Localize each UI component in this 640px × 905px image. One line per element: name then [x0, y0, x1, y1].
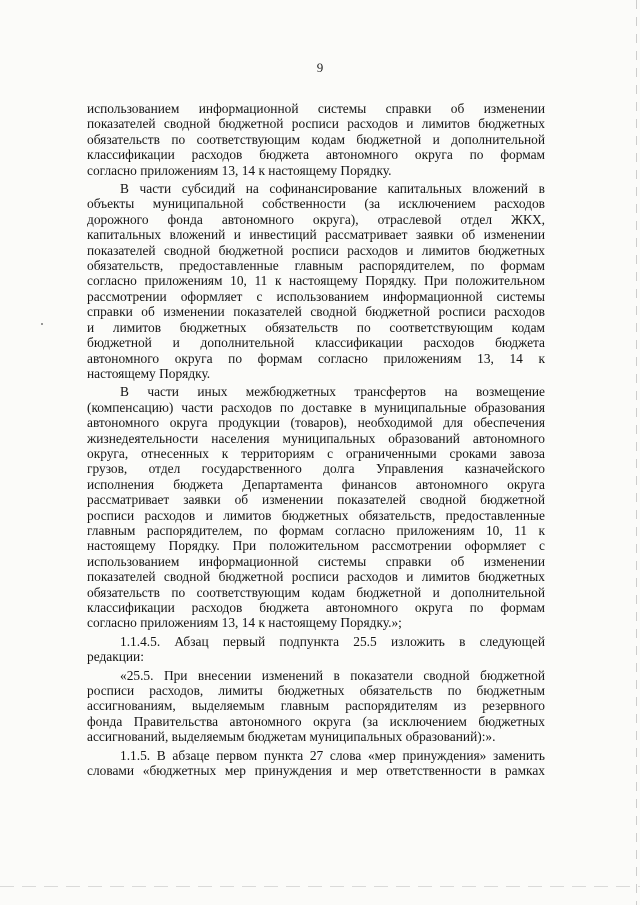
- text-line: рассматривает заявки об изменении показателей сводной бюджетной: [87, 492, 545, 508]
- text-line: настоящему Порядку.: [87, 365, 211, 381]
- scan-speck: [41, 323, 43, 325]
- text-line: показателей сводной бюджетной росписи расходов и лимитов бюджетных: [87, 569, 545, 585]
- text-line: классификации расходов бюджета автономного округа по формам: [87, 600, 545, 615]
- text-line: исполнения бюджета Департамента финансов автономного округа: [87, 476, 545, 492]
- text-line: использованием информационной системы справки об изменении: [87, 553, 545, 569]
- text-line: согласно приложениям 13, 14 к настоящему Порядку.: [87, 162, 392, 178]
- page-number: 9: [316, 60, 324, 75]
- text-line: ассигнованиям, выделяемым главным распорядителям из резервного: [87, 698, 545, 714]
- text-line: обязательств по соответствующим кодам бюджетной и дополнительной: [87, 584, 545, 600]
- paragraph-quote-25-5: [87, 668, 545, 745]
- text-line: словами «бюджетных мер принуждения и мер ответственности в рамках: [87, 763, 545, 779]
- text-line: росписи расходов и лимитов бюджетных обязательств, предоставленные: [87, 507, 545, 523]
- text-line: (компенсацию) части расходов по доставке в муниципальные образования: [87, 399, 545, 415]
- text-line: «25.5. При внесении изменений в показатели сводной бюджетной: [120, 667, 545, 683]
- text-line: согласно приложениям 10, 11 к настоящему Порядку. При положительном: [87, 273, 545, 289]
- paragraph-continuation: [87, 101, 545, 178]
- text-line: бюджетной и дополнительной классификации расходов бюджета: [87, 335, 545, 351]
- text-line: 1.1.5. В абзаце первом пункта 27 слова «мер принуждения» заменить: [120, 747, 545, 763]
- text-line: автономного округа по формам согласно приложениям 13, 14 к: [87, 350, 545, 366]
- text-line: обязательств по соответствующим кодам бюджетной и дополнительной: [87, 131, 545, 147]
- paragraph-item-1-1-4-5: [87, 634, 545, 665]
- text-line: настоящему Порядку. При положительном рассмотрении оформляет с: [87, 538, 545, 554]
- text-line: главным распорядителем, по формам согласно приложениям 10, 11 к: [87, 522, 545, 538]
- paragraph-transfers: [87, 384, 545, 631]
- text-line: росписи расходов, лимиты бюджетных обязательств по бюджетным: [87, 683, 545, 699]
- text-line: объекты муниципальной собственности (за исключением расходов: [87, 196, 545, 212]
- text-line: показателей сводной бюджетной росписи расходов и лимитов бюджетных: [87, 242, 545, 258]
- text-line: рассмотрении оформляет с использованием информационной системы: [87, 288, 545, 304]
- text-line: дорожного фонда автономного округа), отраслевой отдел ЖКХ,: [87, 211, 545, 227]
- text-line: грузов, отдел государственного долга Управления казначейского: [87, 461, 545, 477]
- text-line: жизнедеятельности населения муниципальных образований автономного: [87, 430, 545, 446]
- text-line: справки об изменении показателей сводной бюджетной росписи расходов: [87, 304, 545, 320]
- text-line: показателей сводной бюджетной росписи расходов и лимитов бюджетных: [87, 116, 545, 132]
- text-line: согласно приложениям 13, 14 к настоящему Порядку.»;: [87, 615, 402, 631]
- text-line: использованием информационной системы справки об изменении: [87, 101, 545, 116]
- text-line: капитальных вложений и инвестиций рассматривает заявки об изменении: [87, 227, 545, 243]
- text-line: фонда Правительства автономного округа (за исключением бюджетных: [87, 713, 545, 729]
- paragraph-subsidies: [87, 181, 545, 381]
- text-line: 1.1.4.5. Абзац первый подпункта 25.5 изложить в следующей: [120, 633, 545, 649]
- scan-edge-right: [636, 0, 637, 905]
- text-line: классификации расходов бюджета автономного округа по формам: [87, 147, 545, 163]
- text-line: обязательств, предоставленные главным распорядителем, по формам: [87, 258, 545, 274]
- text-line: автономного округа продукции (товаров), необходимой для обеспечения: [87, 415, 545, 431]
- text-line: В части субсидий на софинансирование капитальных вложений в: [120, 181, 545, 197]
- scan-edge-bottom: [0, 886, 640, 887]
- document-body: [87, 101, 545, 778]
- text-line: В части иных межбюджетных трансфертов на возмещение: [120, 384, 545, 400]
- text-line: ассигнований, выделяемым бюджетам муниципальных образований):».: [87, 729, 496, 745]
- text-line: редакции:: [87, 649, 144, 665]
- paragraph-item-1-1-5: [87, 748, 545, 779]
- text-line: и лимитов бюджетных обязательств по соответствующим кодам: [87, 319, 545, 335]
- text-line: округа, отнесенных к территориям с ограниченными сроками завоза: [87, 445, 545, 461]
